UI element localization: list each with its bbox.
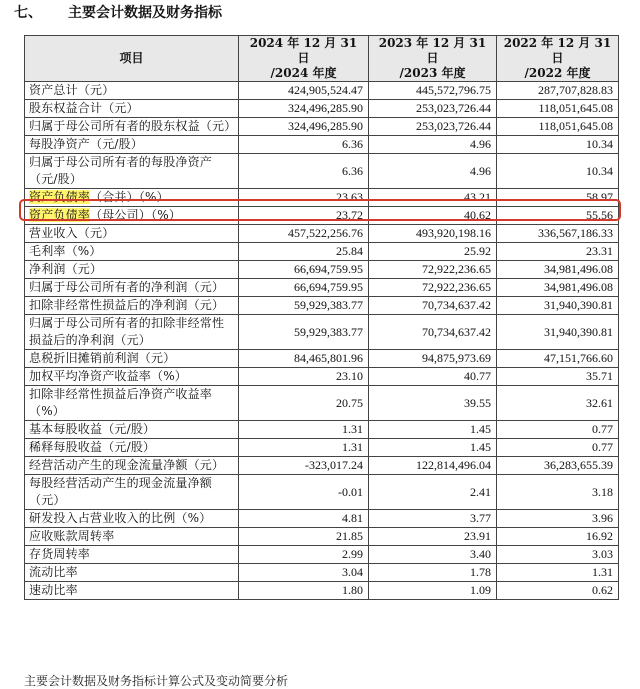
row-label: 加权平均净资产收益率（%） — [25, 368, 239, 386]
header-2024: 2024 年 12 月 31 日 /2024 年度 — [239, 36, 369, 82]
table-row — [25, 546, 619, 564]
table-row — [25, 261, 619, 279]
section-heading — [14, 2, 222, 24]
row-value-2022: 10.34 — [497, 136, 619, 154]
row-value-2023: 253,023,726.44 — [369, 118, 497, 136]
row-value-2024: 4.81 — [239, 510, 369, 528]
row-label: 资产总计（元） — [25, 82, 239, 100]
table-row — [25, 386, 619, 421]
table-row — [25, 368, 619, 386]
row-value-2022: 31,940,390.81 — [497, 315, 619, 350]
row-label: 营业收入（元） — [25, 225, 239, 243]
row-value-2024: 23.72 — [239, 207, 369, 225]
row-value-2023: 1.45 — [369, 421, 497, 439]
row-label: 归属于母公司所有者的扣除非经常性损益后的净利润（元） — [25, 315, 239, 350]
row-value-2024: -323,017.24 — [239, 457, 369, 475]
row-label: 股东权益合计（元） — [25, 100, 239, 118]
row-label: 稀释每股收益（元/股） — [25, 439, 239, 457]
row-value-2022: 287,707,828.83 — [497, 82, 619, 100]
section-title: 主要会计数据及财务指标 — [68, 5, 222, 21]
row-value-2022: 31,940,390.81 — [497, 297, 619, 315]
row-value-2024: 6.36 — [239, 136, 369, 154]
row-value-2022: 3.18 — [497, 475, 619, 510]
row-label-suffix: （合并）（%） — [90, 190, 169, 204]
table-row — [25, 582, 619, 600]
row-value-2024: 59,929,383.77 — [239, 297, 369, 315]
row-label: 基本每股收益（元/股） — [25, 421, 239, 439]
table-row — [25, 100, 619, 118]
row-value-2024: 25.84 — [239, 243, 369, 261]
header-2023: 2023 年 12 月 31 日 /2023 年度 — [369, 36, 497, 82]
row-value-2022: 118,051,645.08 — [497, 100, 619, 118]
row-label: 流动比率 — [25, 564, 239, 582]
row-value-2023: 70,734,637.42 — [369, 297, 497, 315]
table-row — [25, 421, 619, 439]
row-value-2023: 3.77 — [369, 510, 497, 528]
row-value-2023: 43.21 — [369, 189, 497, 207]
row-value-2024: 3.04 — [239, 564, 369, 582]
row-value-2024: 23.63 — [239, 189, 369, 207]
row-value-2023: 40.77 — [369, 368, 497, 386]
row-value-2024: 21.85 — [239, 528, 369, 546]
table-row — [25, 528, 619, 546]
row-value-2022: 32.61 — [497, 386, 619, 421]
row-value-2024: 59,929,383.77 — [239, 315, 369, 350]
row-value-2024: 324,496,285.90 — [239, 100, 369, 118]
header-2022: 2022 年 12 月 31 日 /2022 年度 — [497, 36, 619, 82]
section-number: 七、 — [14, 5, 42, 21]
table-row — [25, 136, 619, 154]
row-value-2024: 84,465,801.96 — [239, 350, 369, 368]
row-label: 研发投入占营业收入的比例（%） — [25, 510, 239, 528]
row-value-2023: 40.62 — [369, 207, 497, 225]
row-value-2024: -0.01 — [239, 475, 369, 510]
row-label: 速动比率 — [25, 582, 239, 600]
row-value-2023: 94,875,973.69 — [369, 350, 497, 368]
table-row — [25, 243, 619, 261]
row-value-2023: 25.92 — [369, 243, 497, 261]
row-value-2023: 23.91 — [369, 528, 497, 546]
row-value-2022: 55.56 — [497, 207, 619, 225]
financial-indicators-table — [24, 35, 619, 600]
row-value-2023: 1.78 — [369, 564, 497, 582]
row-label — [25, 207, 239, 225]
row-label: 净利润（元） — [25, 261, 239, 279]
row-value-2022: 10.34 — [497, 154, 619, 189]
row-value-2022: 47,151,766.60 — [497, 350, 619, 368]
row-label: 扣除非经常性损益后净资产收益率（%） — [25, 386, 239, 421]
row-label: 存货周转率 — [25, 546, 239, 564]
row-value-2024: 1.80 — [239, 582, 369, 600]
row-value-2022: 0.77 — [497, 421, 619, 439]
row-value-2024: 66,694,759.95 — [239, 279, 369, 297]
row-value-2022: 0.77 — [497, 439, 619, 457]
row-value-2024: 424,905,524.47 — [239, 82, 369, 100]
row-value-2022: 3.96 — [497, 510, 619, 528]
row-value-2023: 493,920,198.16 — [369, 225, 497, 243]
row-value-2024: 1.31 — [239, 421, 369, 439]
row-value-2022: 34,981,496.08 — [497, 279, 619, 297]
row-value-2022: 16.92 — [497, 528, 619, 546]
footer-caption: 主要会计数据及财务指标计算公式及变动简要分析 — [24, 674, 289, 688]
highlighted-text: 资产负债率 — [29, 190, 91, 204]
row-value-2023: 2.41 — [369, 475, 497, 510]
table-row — [25, 82, 619, 100]
table-row — [25, 189, 619, 207]
row-value-2023: 122,814,496.04 — [369, 457, 497, 475]
row-value-2024: 20.75 — [239, 386, 369, 421]
row-value-2024: 66,694,759.95 — [239, 261, 369, 279]
row-value-2024: 324,496,285.90 — [239, 118, 369, 136]
row-label: 经营活动产生的现金流量净额（元） — [25, 457, 239, 475]
table-row — [25, 279, 619, 297]
table-row — [25, 118, 619, 136]
row-label: 每股净资产（元/股） — [25, 136, 239, 154]
table-row — [25, 457, 619, 475]
table-header-row — [25, 36, 619, 82]
row-label — [25, 189, 239, 207]
table-row — [25, 564, 619, 582]
row-value-2022: 23.31 — [497, 243, 619, 261]
row-value-2023: 4.96 — [369, 136, 497, 154]
row-value-2024: 1.31 — [239, 439, 369, 457]
row-value-2024: 6.36 — [239, 154, 369, 189]
row-value-2023: 4.96 — [369, 154, 497, 189]
row-value-2023: 1.09 — [369, 582, 497, 600]
row-value-2022: 118,051,645.08 — [497, 118, 619, 136]
row-label-suffix: （母公司）（%） — [90, 208, 182, 222]
row-label: 毛利率（%） — [25, 243, 239, 261]
row-value-2022: 36,283,655.39 — [497, 457, 619, 475]
row-value-2023: 39.55 — [369, 386, 497, 421]
row-label: 每股经营活动产生的现金流量净额（元） — [25, 475, 239, 510]
row-value-2022: 34,981,496.08 — [497, 261, 619, 279]
table-row — [25, 510, 619, 528]
table-row — [25, 225, 619, 243]
row-label: 扣除非经常性损益后的净利润（元） — [25, 297, 239, 315]
row-label: 息税折旧摊销前利润（元） — [25, 350, 239, 368]
row-value-2023: 72,922,236.65 — [369, 279, 497, 297]
table-body — [25, 82, 619, 600]
row-label: 归属于母公司所有者的净利润（元） — [25, 279, 239, 297]
table-row — [25, 207, 619, 225]
row-value-2023: 72,922,236.65 — [369, 261, 497, 279]
row-value-2023: 253,023,726.44 — [369, 100, 497, 118]
table-row — [25, 154, 619, 189]
row-value-2022: 58.97 — [497, 189, 619, 207]
row-value-2022: 1.31 — [497, 564, 619, 582]
row-label: 归属于母公司所有者的股东权益（元） — [25, 118, 239, 136]
table-row — [25, 315, 619, 350]
row-label: 应收账款周转率 — [25, 528, 239, 546]
header-item: 项目 — [25, 36, 239, 82]
table-row — [25, 475, 619, 510]
table-row — [25, 350, 619, 368]
row-value-2022: 0.62 — [497, 582, 619, 600]
row-value-2023: 445,572,796.75 — [369, 82, 497, 100]
row-value-2024: 2.99 — [239, 546, 369, 564]
highlighted-text: 资产负债率 — [29, 208, 91, 222]
row-label: 归属于母公司所有者的每股净资产（元/股） — [25, 154, 239, 189]
row-value-2022: 35.71 — [497, 368, 619, 386]
row-value-2023: 3.40 — [369, 546, 497, 564]
row-value-2023: 70,734,637.42 — [369, 315, 497, 350]
row-value-2024: 23.10 — [239, 368, 369, 386]
table-row — [25, 297, 619, 315]
row-value-2023: 1.45 — [369, 439, 497, 457]
table-row — [25, 439, 619, 457]
row-value-2022: 336,567,186.33 — [497, 225, 619, 243]
row-value-2024: 457,522,256.76 — [239, 225, 369, 243]
row-value-2022: 3.03 — [497, 546, 619, 564]
